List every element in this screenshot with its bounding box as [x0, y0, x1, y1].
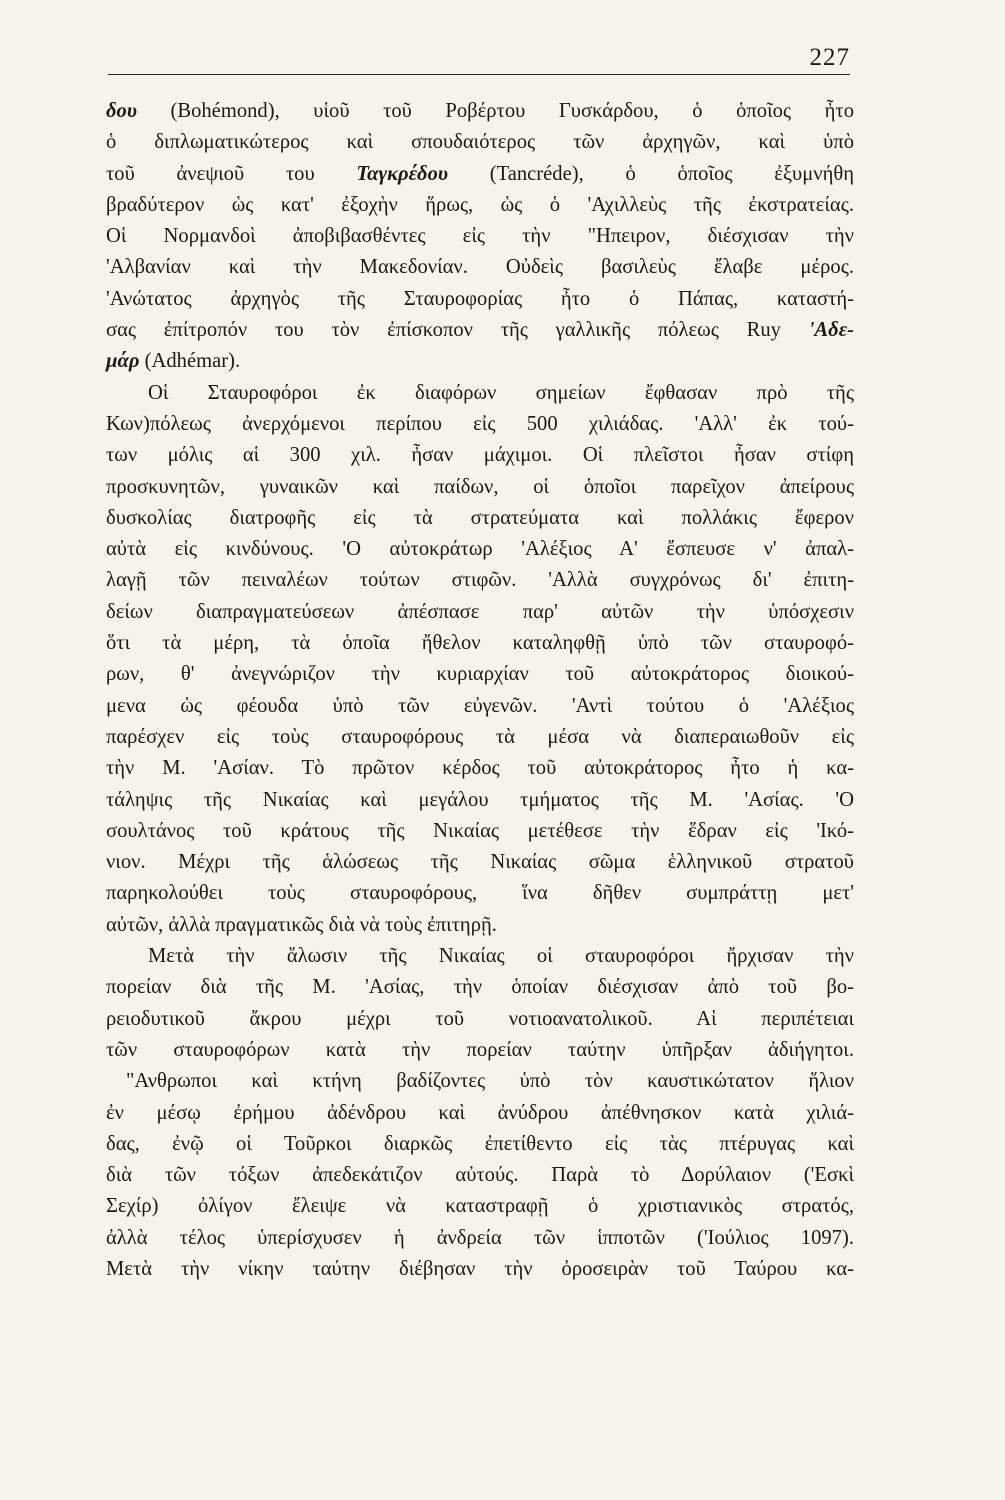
text-line [106, 628, 854, 659]
text-run: νιον. Μέχρι τῆς ἁλώσεως τῆς Νικαίας σῶμα ἑλληνικοῦ στρατοῦ [106, 851, 854, 874]
text-run: τῶν σταυροφόρων κατὰ τὴν πορείαν ταύτην ὑπῆρξαν ἀδιήγητοι. [106, 1038, 854, 1061]
text-run: πορείαν διὰ τῆς Μ. 'Ασίας, τὴν ὁποίαν διέσχισαν ἀπὸ τοῦ βο- [106, 976, 854, 999]
text-line [106, 503, 854, 534]
text-line [106, 659, 854, 690]
text-run: Μετὰ τὴν ἅλωσιν τῆς Νικαίας οἱ σταυροφόροι ἤρχισαν τὴν [148, 945, 854, 968]
text-line [106, 96, 854, 127]
text-line [106, 597, 854, 628]
text-run: (Bohémond), υἱοῦ τοῦ Ροβέρτου Γυσκάρδου, ὁ ὁποῖος ἦτο [136, 100, 854, 122]
text-run: παρηκολούθει τοὺς σταυροφόρους, ἵνα δῆθεν συμπράττῃ μετ' [106, 882, 854, 905]
text-line [106, 878, 854, 909]
text-line [106, 1191, 854, 1222]
text-line [106, 1004, 854, 1035]
text-run: "Ανθρωποι καὶ κτήνη βαδίζοντες ὑπὸ τὸν καυστικώτατον ἥλιον [126, 1070, 854, 1093]
emphasis-name: 'Αδε- [808, 319, 854, 342]
text-run: 'Αλβανίαν καὶ τὴν Μακεδονίαν. Οὐδεὶς βασιλεὺς ἔλαβε μέρος. [106, 256, 854, 279]
text-line [106, 910, 854, 941]
text-run: Σεχίρ) ὀλίγον ἔλειψε νὰ καταστραφῇ ὁ χριστιανικὸς στρατός, [106, 1195, 854, 1218]
text-run: ρειοδυτικοῦ ἄκρου μέχρι τοῦ νοτιοανατολικοῦ. Αἱ περιπέτειαι [106, 1007, 854, 1030]
text-line [106, 691, 854, 722]
page-number: 227 [809, 44, 850, 71]
text-run: ὅτι τὰ μέρη, τὰ ὁποῖα ἤθελον καταληφθῇ ὑπὸ τῶν σταυροφό- [106, 632, 854, 655]
text-run: Μετὰ τὴν νίκην ταύτην διέβησαν τὴν ὀροσειρὰν τοῦ Ταύρου κα- [106, 1257, 854, 1280]
body-text [106, 96, 854, 1285]
text-line [106, 847, 854, 878]
text-line [106, 941, 854, 972]
text-line [106, 753, 854, 784]
text-run: ὁ διπλωματικώτερος καὶ σπουδαιότερος τῶν ἀρχηγῶν, καὶ ὑπὸ [106, 131, 854, 154]
text-line [106, 534, 854, 565]
text-run: παρέσχεν εἰς τοὺς σταυροφόρους τὰ μέσα νὰ διαπεραιωθοῦν εἰς [106, 725, 854, 748]
text-line [106, 127, 854, 158]
text-run: βραδύτερον ὡς κατ' ἐξοχὴν ἥρως, ὡς ὁ 'Αχιλλεὺς τῆς ἐκστρατείας. [106, 193, 854, 216]
text-run: ἀλλὰ τέλος ὑπερίσχυσεν ἡ ἀνδρεία τῶν ἱπποτῶν ('Ιούλιος 1097). [106, 1226, 854, 1249]
emphasis-name: μάρ [106, 350, 140, 373]
text-run: Κων)πόλεως ἀνερχόμενοι περίπου εἰς 500 χιλιάδας. 'Αλλ' ἐκ τού- [106, 412, 854, 435]
text-line [106, 1098, 854, 1129]
text-line [106, 284, 854, 315]
text-run: διὰ τῶν τόξων ἀπεδεκάτιζον αὐτούς. Παρὰ τὸ Δορύλαιον ('Εσκὶ [106, 1164, 854, 1187]
text-line [106, 346, 854, 377]
text-run: (Tancréde), ὁ ὁποῖος ἐξυμνήθη [447, 162, 854, 185]
text-run: ρων, θ' ἀνεγνώριζον τὴν κυριαρχίαν τοῦ αὐτοκράτορος διοικού- [106, 663, 854, 686]
header-rule [108, 74, 850, 75]
text-line [106, 440, 854, 471]
text-line [106, 1254, 854, 1285]
text-line [106, 565, 854, 596]
emphasis-name: δου [106, 100, 137, 122]
text-run: ἐν μέσῳ ἐρήμου ἀδένδρου καὶ ἀνύδρου ἀπέθνησκον κατὰ χιλιά- [106, 1101, 854, 1124]
text-run: Οἱ Σταυροφόροι ἐκ διαφόρων σημείων ἔφθασαν πρὸ τῆς [148, 381, 854, 404]
text-line [106, 1129, 854, 1160]
text-line [106, 378, 854, 409]
text-run: λαγῇ τῶν πειναλέων τούτων στιφῶν. 'Αλλὰ συγχρόνως δι' ἐπιτη- [106, 569, 854, 592]
text-line [106, 1035, 854, 1066]
text-run: μενα ὡς φέουδα ὑπὸ τῶν εὐγενῶν. 'Αντὶ τούτου ὁ 'Αλέξιος [106, 694, 854, 717]
text-line [106, 1160, 854, 1191]
text-run: Οἱ Νορμανδοὶ ἀποβιβασθέντες εἰς τὴν "Ηπειρον, διέσχισαν τὴν [106, 225, 854, 248]
text-run: σας ἐπίτροπόν του τὸν ἐπίσκοπον τῆς γαλλικῆς πόλεως Ruy [106, 319, 809, 342]
text-line [106, 315, 854, 346]
text-line [106, 972, 854, 1003]
text-run: (Adhémar). [139, 350, 241, 373]
text-run: των μόλις αἱ 300 χιλ. ἦσαν μάχιμοι. Οἱ πλεῖστοι ἦσαν στίφη [106, 444, 854, 467]
text-line [106, 816, 854, 847]
text-run: αὐτῶν, ἀλλὰ πραγματικῶς διὰ νὰ τοὺς ἐπιτηρῇ. [106, 913, 497, 936]
text-line [106, 409, 854, 440]
text-run: τοῦ ἀνεψιοῦ του [106, 162, 357, 185]
text-line [106, 252, 854, 283]
text-line [106, 1066, 854, 1097]
text-line [106, 1223, 854, 1254]
text-run: σουλτάνος τοῦ κράτους τῆς Νικαίας μετέθεσε τὴν ἕδραν εἰς 'Ικό- [106, 819, 854, 842]
text-line [106, 159, 854, 190]
emphasis-name: Ταγκρέδου [356, 162, 448, 185]
text-run: τάληψις τῆς Νικαίας καὶ μεγάλου τμήματος τῆς Μ. 'Ασίας. 'Ο [106, 788, 854, 811]
text-line [106, 190, 854, 221]
text-line [106, 785, 854, 816]
text-run: δείων διαπραγματεύσεων ἀπέσπασε παρ' αὐτῶν τὴν ὑπόσχεσιν [106, 600, 854, 623]
text-run: προσκυνητῶν, γυναικῶν καὶ παίδων, οἱ ὁποῖοι παρεῖχον ἀπείρους [106, 475, 854, 498]
text-run: δυσκολίας διατροφῆς εἰς τὰ στρατεύματα καὶ πολλάκις ἔφερον [106, 506, 854, 529]
text-run: τὴν Μ. 'Ασίαν. Τὸ πρῶτον κέρδος τοῦ αὐτοκράτορος ἦτο ἡ κα- [106, 757, 854, 780]
text-run: αὐτὰ εἰς κινδύνους. 'Ο αὐτοκράτωρ 'Αλέξιος Α' ἔσπευσε ν' ἀπαλ- [106, 538, 854, 561]
text-line [106, 472, 854, 503]
text-run: δας, ἐνῷ οἱ Τοῦρκοι διαρκῶς ἐπετίθεντο εἰς τὰς πτέρυγας καὶ [106, 1132, 854, 1155]
text-line [106, 722, 854, 753]
text-line [106, 221, 854, 252]
text-run: 'Ανώτατος ἀρχηγὸς τῆς Σταυροφορίας ἦτο ὁ Πάπας, καταστή- [106, 287, 854, 310]
